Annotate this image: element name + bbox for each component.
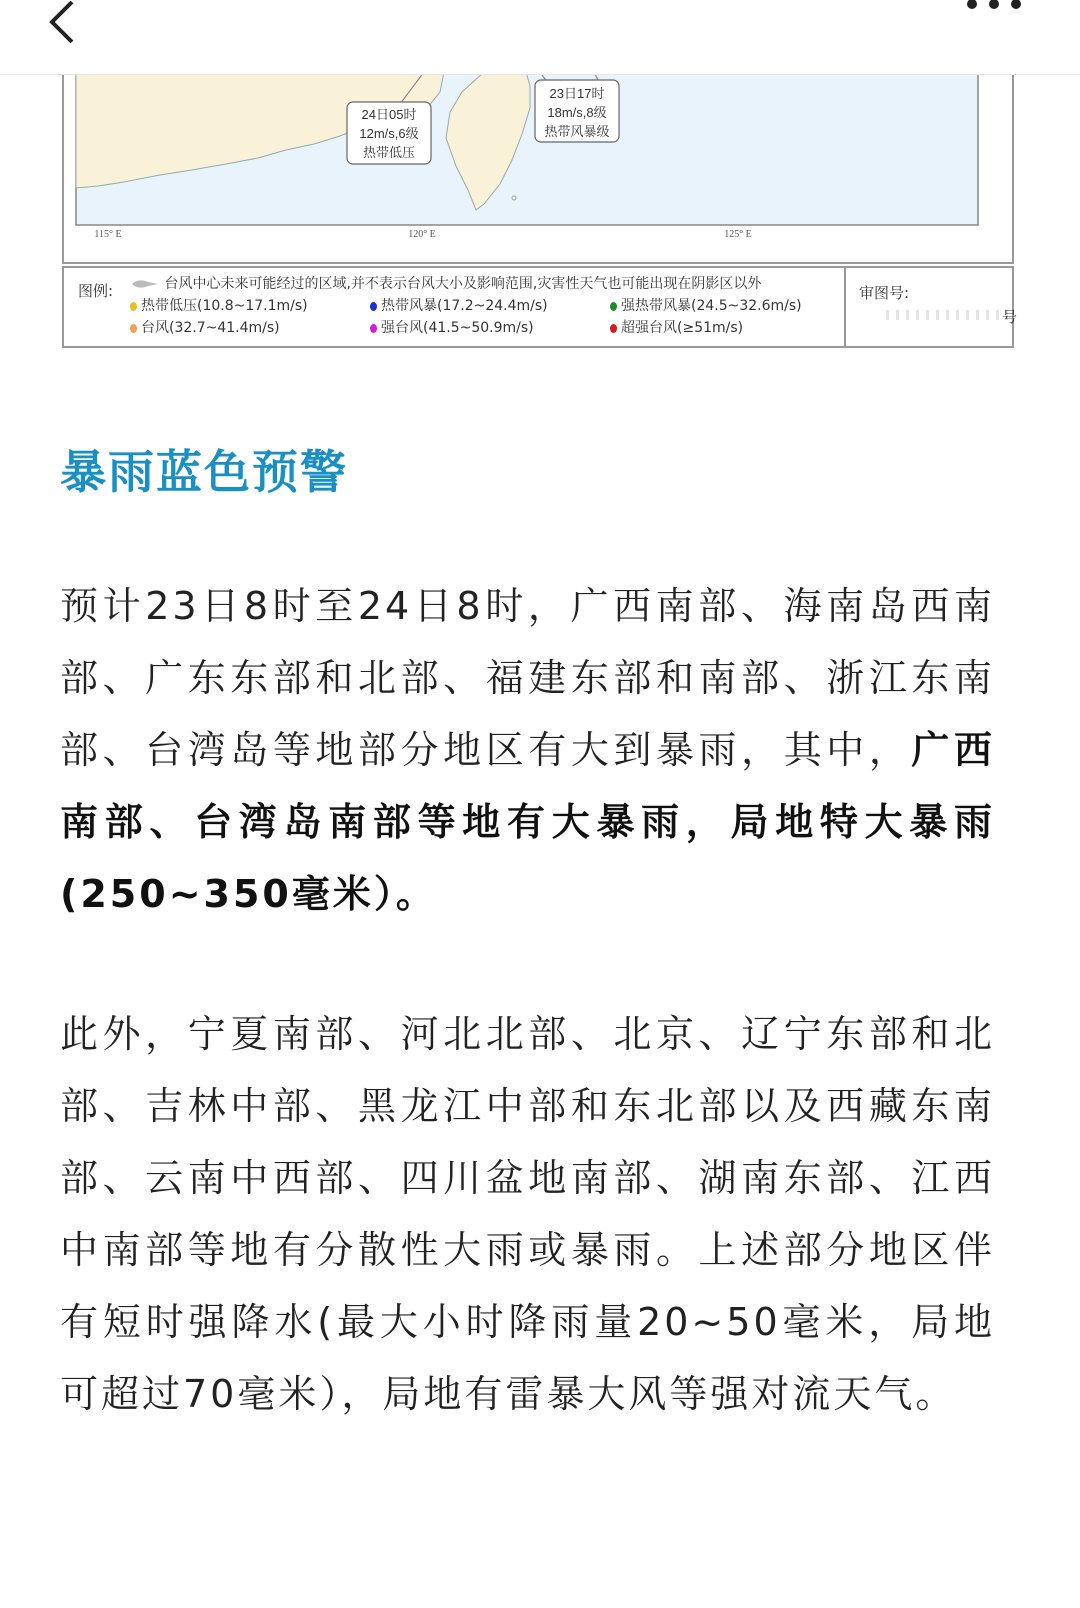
lon-tick-115: 115° E: [94, 229, 122, 240]
legend-item-td: [130, 295, 308, 315]
chevron-left-icon: [34, 0, 94, 48]
dot-icon: [610, 324, 617, 333]
legend-label: 超强台风(≥51m/s): [621, 320, 744, 336]
back-button[interactable]: [34, 0, 94, 48]
paragraph-1-text: 预计23日8时至24日8时，广西南部、海南岛西南部、广东东部和北部、福建东部和南部、浙江东南部、台湾岛等地部分地区有大到暴雨，其中，: [60, 584, 995, 772]
lon-tick-125: 125° E: [724, 229, 752, 240]
map-label-1-line3: 热带低压: [362, 145, 416, 160]
map-label-2-line3: 热带风暴级: [544, 124, 610, 139]
more-button[interactable]: [960, 0, 1030, 20]
legend-label: 台风(32.7~41.4m/s): [141, 320, 280, 336]
dot-icon: [370, 302, 377, 311]
legend-label: 热带风暴(17.2~24.4m/s): [381, 298, 548, 314]
legend-label: 热带低压(10.8~17.1m/s): [141, 298, 308, 314]
section-title: 暴雨蓝色预警: [60, 445, 348, 499]
legend-item-ts: [370, 295, 548, 315]
map-label-2-line1: 23日17时: [549, 86, 605, 101]
map-label-1-line1: 24日05时: [361, 107, 417, 122]
dot-icon: [370, 324, 377, 333]
legend-shade-note: 台风中心未来可能经过的区域,并不表示台风大小及影响范围,灾害性天气也可能出现在阴影区以外: [164, 276, 762, 292]
legend-title: 图例:: [78, 282, 114, 300]
map-graphic: [64, 72, 1012, 262]
lon-tick-120: 120° E: [408, 229, 436, 240]
legend-item-ty: [130, 317, 280, 337]
legend-label: 强热带风暴(24.5~32.6m/s): [621, 298, 802, 314]
review-number-redacted: [886, 310, 1008, 320]
legend-item-sts: [610, 295, 802, 315]
typhoon-track-map: [62, 72, 1014, 264]
review-number-label: 审图号:: [859, 284, 910, 302]
paragraph-1-bold-text: 广西南部、台湾岛南部等地有大暴雨，局地特大暴雨(250~350毫米）。: [60, 728, 995, 916]
review-number-suffix: 号: [1002, 308, 1018, 326]
ellipsis-icon: [960, 0, 1030, 20]
legend-divider: [844, 268, 846, 346]
warning-paragraph-2: 此外，宁夏南部、河北北部、北京、辽宁东部和北部、吉林中部、黑龙江中部和东北部以及西藏东南部、云南中西部、四川盆地南部、湖南东部、江西中南部等地有分散性大雨或暴雨。上述部分地区伴有短时强降水(最大小时降雨量20~50毫米，局地可超过70毫米），局地有雷暴大风等强对流天气。: [60, 1012, 995, 1416]
legend-label: 强台风(41.5~50.9m/s): [381, 320, 534, 336]
top-nav-bar: [0, 0, 1080, 75]
warning-paragraph-1: [60, 570, 995, 930]
legend-item-sty: [370, 317, 534, 337]
map-label-1-line2: 12m/s,6级: [359, 126, 419, 141]
legend-shade-row: [130, 273, 761, 293]
map-label-2-line2: 18m/s,8级: [547, 105, 607, 120]
dot-icon: [130, 324, 137, 333]
legend-item-super: [610, 317, 743, 337]
typhoon-cone-icon: [130, 278, 160, 290]
map-legend: [62, 266, 1018, 348]
dot-icon: [130, 302, 137, 311]
dot-icon: [610, 302, 617, 311]
